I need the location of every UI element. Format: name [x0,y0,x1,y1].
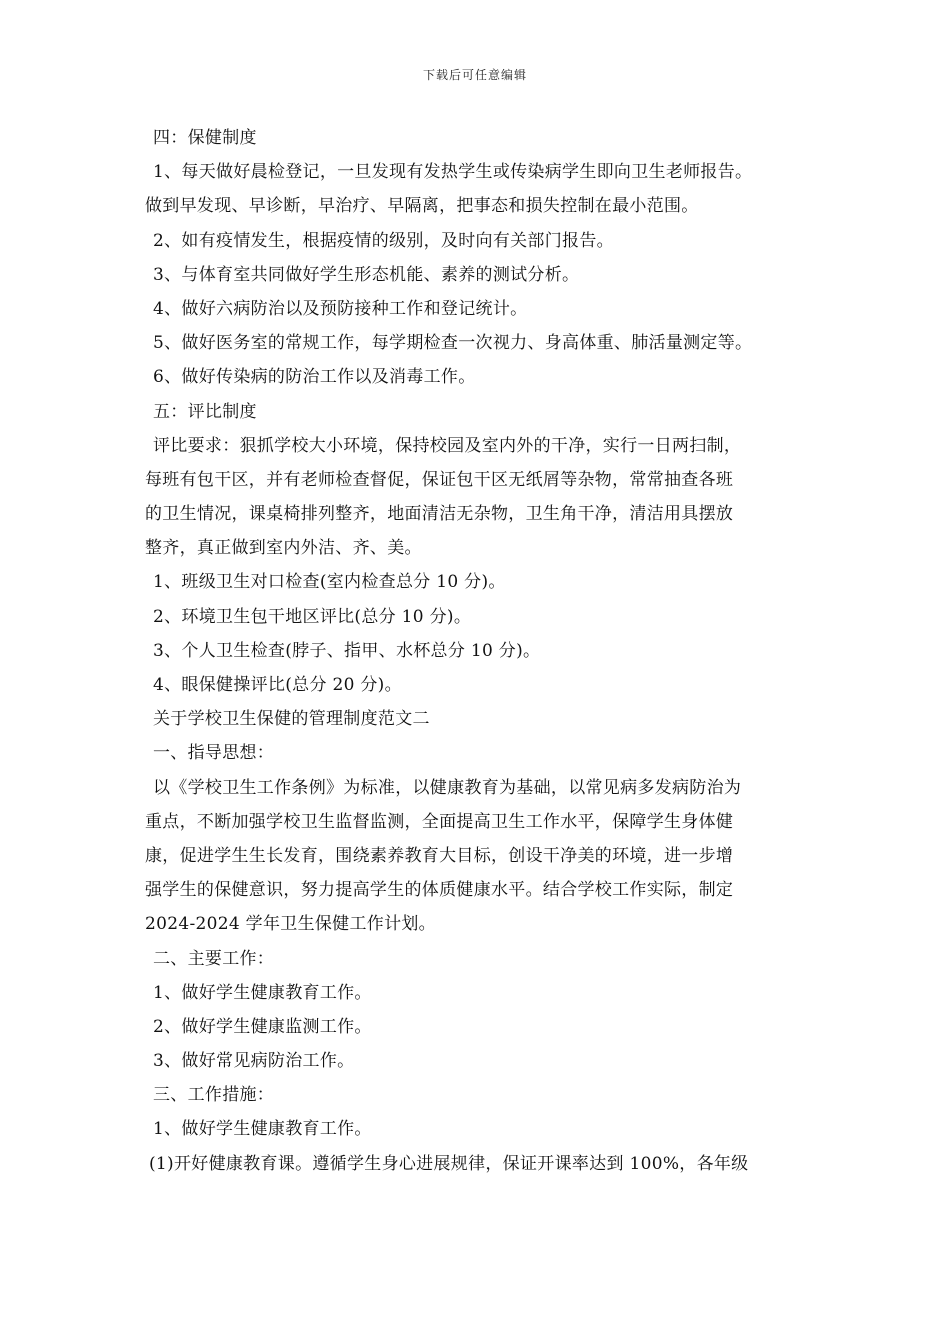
text-line: 康，促进学生生长发育，围绕素养教育大目标，创设干净美的环境，进一步增 [145,845,734,866]
text-line: 关于学校卫生保健的管理制度范文二 [153,709,430,730]
text-line: 四：保健制度 [153,128,257,148]
text-line: 强学生的保健意识，努力提高学生的体质健康水平。结合学校工作实际，制定 [145,880,734,901]
text-line: 3、做好常见病防治工作。 [153,1051,355,1072]
text-line: 做到早发现、早诊断，早治疗、早隔离，把事态和损失控制在最小范围。 [145,196,699,217]
text-line: 1、做好学生健康教育工作。 [153,982,372,1003]
text-line: 1、做好学生健康教育工作。 [153,1119,372,1140]
text-line: 4、做好六病防治以及预防接种工作和登记统计。 [153,298,528,319]
text-line: 2、做好学生健康监测工作。 [153,1016,372,1037]
text-line: 5、做好医务室的常规工作，每学期检查一次视力、身高体重、肺活量测定等。 [153,333,753,354]
text-line: 2024-2024 学年卫生保健工作计划。 [145,914,436,935]
text-line: 1、每天做好晨检登记，一旦发现有发热学生或传染病学生即向卫生老师报告。 [153,162,753,183]
text-line: 一、指导思想： [153,743,275,764]
text-line: 2、环境卫生包干地区评比(总分 10 分)。 [153,606,472,627]
text-line: 以《学校卫生工作条例》为标准，以健康教育为基础，以常见病多发病防治为 [153,777,742,798]
text-line: 重点，不断加强学校卫生监督监测，全面提高卫生工作水平，保障学生身体健 [145,811,734,832]
text-line: 每班有包干区，并有老师检查督促，保证包干区无纸屑等杂物，常常抽查各班 [145,469,734,490]
text-line: 6、做好传染病的防治工作以及消毒工作。 [153,367,476,388]
text-line: 三、工作措施： [153,1085,275,1106]
text-line: 五：评比制度 [153,401,257,422]
text-line: 整齐，真正做到室内外洁、齐、美。 [145,538,422,559]
text-line: (1)开好健康教育课。遵循学生身心进展规律，保证开课率达到 100%，各年级 [149,1153,749,1174]
text-line: 1、班级卫生对口检查(室内检查总分 10 分)。 [153,572,506,593]
document-body [145,121,820,1181]
text-line: 4、眼保健操评比(总分 20 分)。 [153,675,402,695]
text-line: 2、如有疫情发生，根据疫情的级别，及时向有关部门报告。 [153,230,614,251]
text-line: 评比要求：狠抓学校大小环境，保持校园及室内外的干净，实行一日两扫制， [153,435,742,456]
text-line: 3、与体育室共同做好学生形态机能、素养的测试分析。 [153,264,580,285]
text-line: 的卫生情况，课桌椅排列整齐，地面清洁无杂物，卫生角干净，清洁用具摆放 [145,504,734,525]
text-line: 二、主要工作： [153,948,275,969]
text-line: 3、个人卫生检查(脖子、指甲、水杯总分 10 分)。 [153,640,541,661]
page-header: 下载后可任意编辑 [422,68,527,82]
